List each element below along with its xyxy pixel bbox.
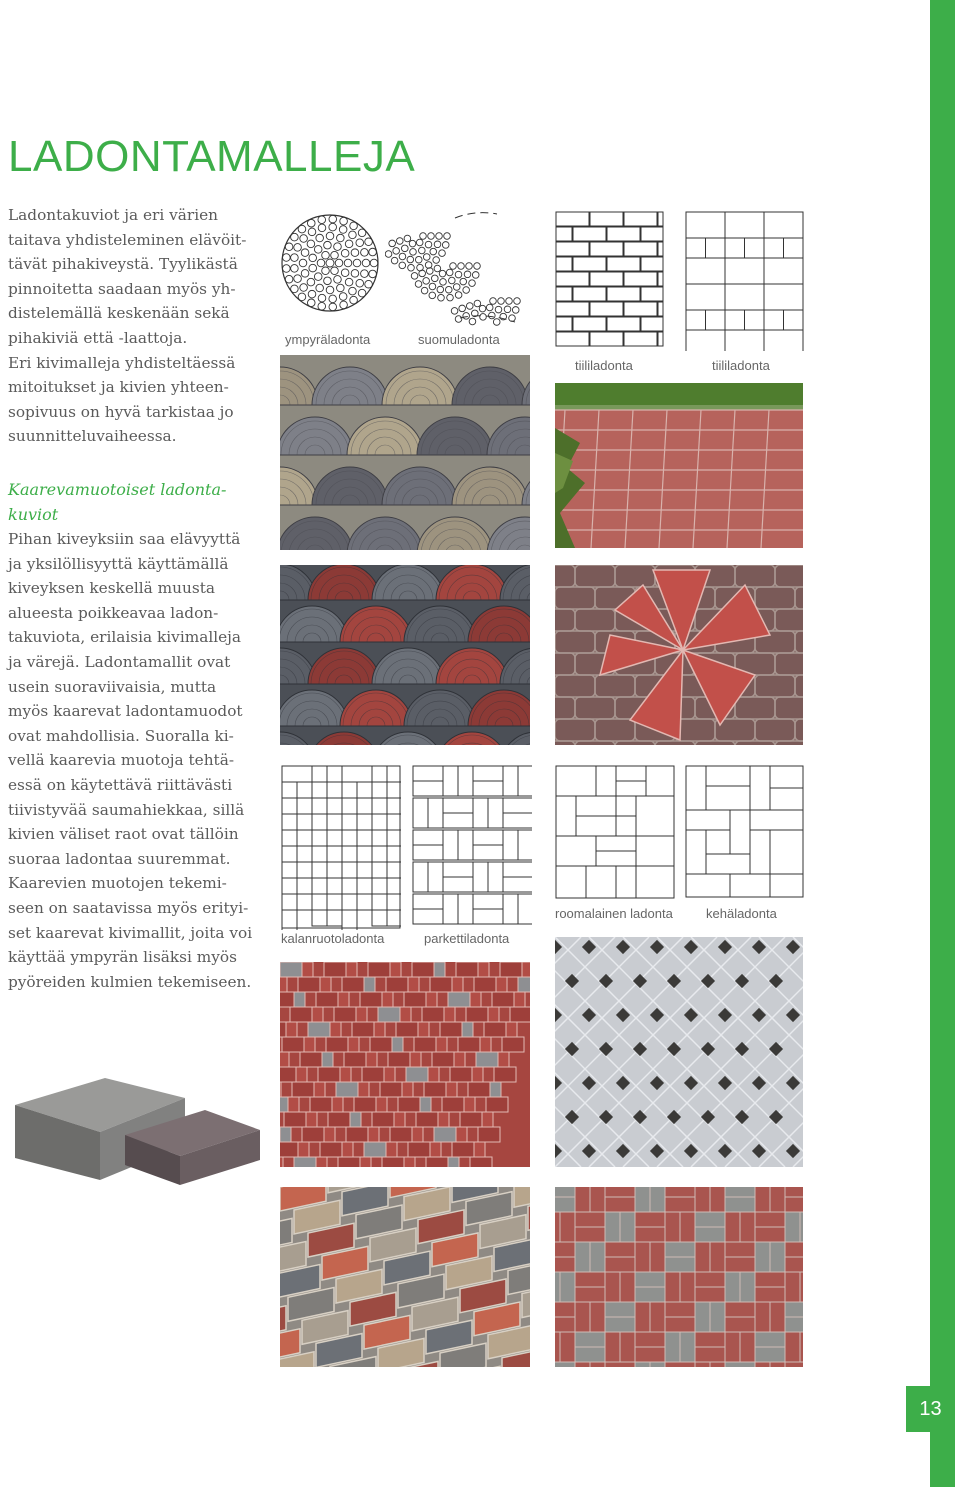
caption-brick-1: tiililadonta <box>575 358 633 373</box>
slab-inserts-photo <box>555 937 803 1167</box>
fan-paving-photo <box>280 355 530 550</box>
circle-pattern-diagram <box>280 213 380 313</box>
caption-circle: ympyräladonta <box>285 332 371 347</box>
fan-pattern-diagram <box>385 206 525 326</box>
caption-fan: suomuladonta <box>418 332 500 347</box>
caption-brick-2: tiililadonta <box>712 358 770 373</box>
star-paving-photo <box>555 565 803 745</box>
intro-paragraph: Ladontakuviot ja eri värien taitava yhdisteleminen elävöit- tävät pihakiveystä. Tyylikästä pinnoitetta saadaan myös yh- distelemällä keskenään sekä pihakiviä että -laattoja. Eri kivimalleja yhdisteltäessä mitoitukset ja kivien yhteen- sopivuus on hyvä tarkistaa jo suunnitteluvaiheessa. <box>8 206 247 446</box>
slab-grass-photo <box>555 383 803 548</box>
brick-bond-diagram <box>555 211 665 351</box>
parquet-diagram <box>412 765 532 930</box>
arc-paving-photo <box>280 565 530 745</box>
caption-roman: roomalainen ladonta <box>555 906 673 921</box>
herringbone-diagram <box>281 765 401 930</box>
page-number: 13 <box>906 1386 955 1432</box>
mixed-paving-photo <box>280 1187 530 1367</box>
section-heading: Kaarevamuotoiset ladonta- kuviot <box>8 480 227 524</box>
caption-herringbone: kalanruotoladonta <box>281 931 385 946</box>
brick-grid-diagram <box>685 211 805 351</box>
paving-stones-photo <box>10 1060 265 1185</box>
caption-ring: kehäladonta <box>706 906 777 921</box>
page-title: LADONTAMALLEJA <box>8 132 416 181</box>
roman-bond-diagram <box>555 765 675 900</box>
ring-bond-diagram <box>685 765 805 900</box>
green-side-bar <box>930 0 955 1487</box>
parquet-paving-photo <box>555 1187 803 1367</box>
herringbone-paving-photo <box>280 962 530 1167</box>
caption-parquet: parkettiladonta <box>424 931 510 946</box>
section-body: Pihan kiveyksiin saa elävyyttä ja yksilöllisyyttä käyttämällä kiveyksen keskellä muusta alueesta poikkeavaa ladon- takuviota, erilaisia kivimalleja ja värejä. Ladontamallit ovat usein suoraviivaisia, mutta myös kaarevat ladontamuodot ovat mahdollisia. Suoralla ki- vellä kaarevia muotoja tehtä- essä on käytettävä riittävästi tiivistyvää saumahiekkaa, sillä kivien väliset raot ovat tällöin suoraa ladontaa suuremmat. Kaarevien muotojen tekemi- seen on saatavissa myös erityi- set kaarevat kivimallit, joita voi käyttää ympyrän lisäksi myös pyöreiden kulmien tekemiseen. <box>8 530 253 991</box>
